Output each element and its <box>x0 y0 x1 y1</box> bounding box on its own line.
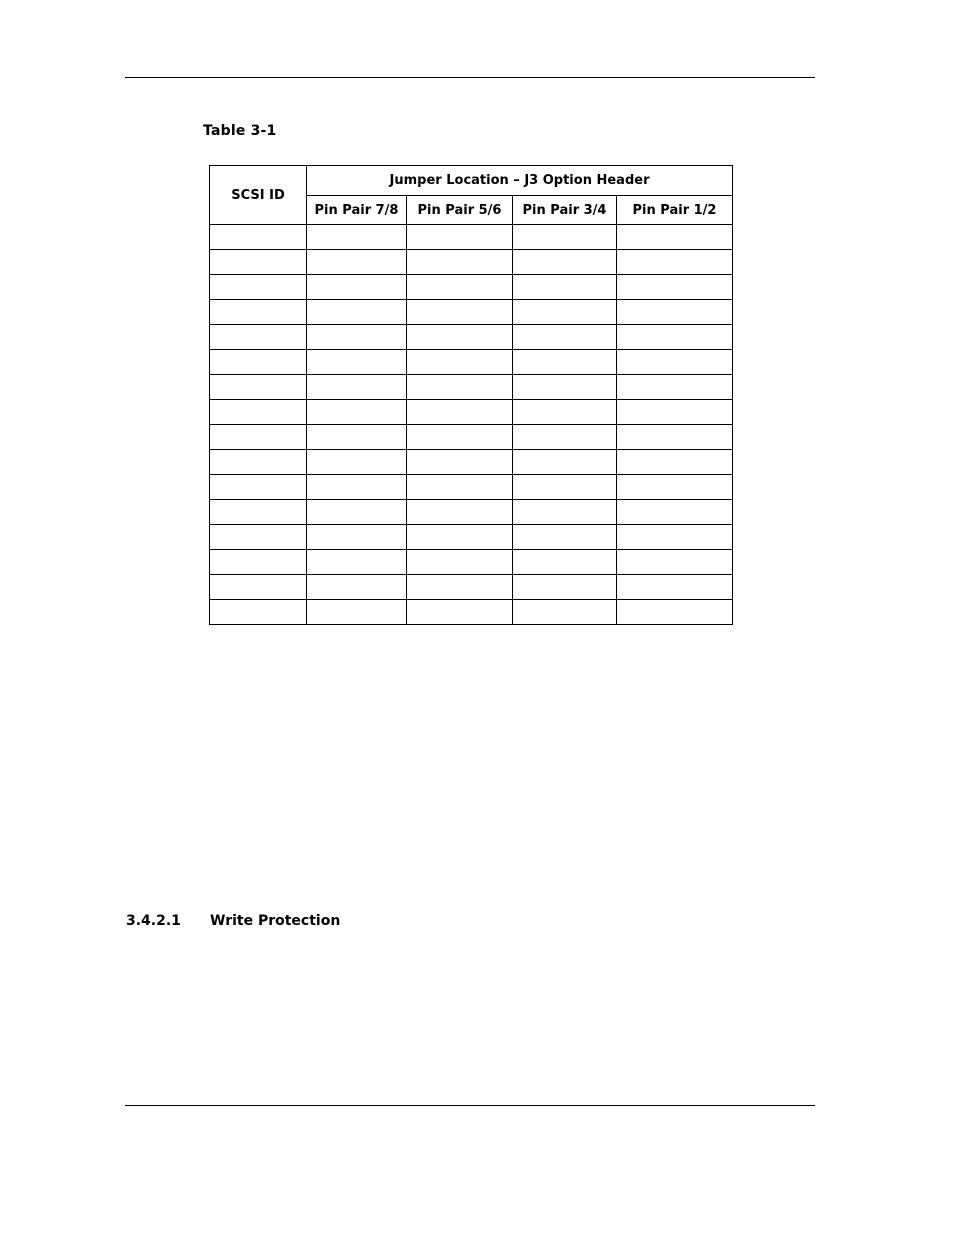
table-cell <box>307 375 407 400</box>
table-cell <box>307 350 407 375</box>
table-cell <box>513 250 617 275</box>
table-cell <box>407 400 513 425</box>
table-cell <box>407 350 513 375</box>
header-rule <box>125 77 815 78</box>
table-cell <box>617 500 733 525</box>
table-cell <box>307 600 407 625</box>
table-caption: Table 3-1 <box>203 123 277 139</box>
jumper-location-header: Jumper Location – J3 Option Header <box>307 166 733 196</box>
table-cell <box>617 400 733 425</box>
table-cell <box>307 400 407 425</box>
table-cell <box>617 375 733 400</box>
table-cell <box>513 300 617 325</box>
table-cell <box>210 525 307 550</box>
table-cell <box>513 350 617 375</box>
section-heading <box>126 913 340 929</box>
table-cell <box>513 450 617 475</box>
section-number: 3.4.2.1 <box>126 913 181 929</box>
table-cell <box>210 375 307 400</box>
table-cell <box>513 275 617 300</box>
table-cell <box>307 275 407 300</box>
table-row <box>210 475 733 500</box>
table-cell <box>210 225 307 250</box>
table-row <box>210 600 733 625</box>
table-cell <box>617 225 733 250</box>
table-cell <box>407 225 513 250</box>
table-row <box>210 525 733 550</box>
table-cell <box>513 475 617 500</box>
table-cell <box>407 600 513 625</box>
table-cell <box>513 575 617 600</box>
table-cell <box>407 575 513 600</box>
table-cell <box>407 550 513 575</box>
table-cell <box>407 325 513 350</box>
table-cell <box>513 375 617 400</box>
table-cell <box>617 275 733 300</box>
table-row <box>210 225 733 250</box>
table-row <box>210 375 733 400</box>
table-cell <box>210 575 307 600</box>
table-cell <box>210 400 307 425</box>
table-cell <box>407 375 513 400</box>
table-cell <box>210 425 307 450</box>
table-row <box>210 250 733 275</box>
table-cell <box>407 300 513 325</box>
table-cell <box>617 450 733 475</box>
table-cell <box>513 325 617 350</box>
table-cell <box>513 600 617 625</box>
table-cell <box>307 450 407 475</box>
table-cell <box>407 500 513 525</box>
table-cell <box>210 350 307 375</box>
pin-pair-1-2-header: Pin Pair 1/2 <box>617 196 733 225</box>
table-cell <box>210 450 307 475</box>
table-row <box>210 350 733 375</box>
table-cell <box>617 250 733 275</box>
table-row <box>210 425 733 450</box>
table-cell <box>407 275 513 300</box>
table-cell <box>617 325 733 350</box>
table-cell <box>307 500 407 525</box>
table-cell <box>407 475 513 500</box>
table-cell <box>617 425 733 450</box>
table-row <box>210 500 733 525</box>
table-cell <box>210 600 307 625</box>
table-cell <box>307 475 407 500</box>
table-row <box>210 400 733 425</box>
table-cell <box>617 300 733 325</box>
table-cell <box>307 425 407 450</box>
table-cell <box>307 325 407 350</box>
table-cell <box>617 550 733 575</box>
table-cell <box>407 450 513 475</box>
table-cell <box>513 500 617 525</box>
table-cell <box>210 325 307 350</box>
table-row <box>210 575 733 600</box>
table-cell <box>617 575 733 600</box>
table-row <box>210 300 733 325</box>
table-cell <box>307 550 407 575</box>
table-cell <box>307 250 407 275</box>
table-cell <box>307 575 407 600</box>
table-cell <box>617 600 733 625</box>
table-cell <box>210 275 307 300</box>
table-cell <box>307 225 407 250</box>
table-cell <box>513 425 617 450</box>
table-cell <box>210 475 307 500</box>
table-cell <box>407 250 513 275</box>
footer-rule <box>125 1105 815 1106</box>
table-cell <box>617 525 733 550</box>
table-cell <box>210 300 307 325</box>
table-row <box>210 550 733 575</box>
table-cell <box>513 525 617 550</box>
table-body <box>210 225 733 625</box>
table-cell <box>307 525 407 550</box>
table-cell <box>210 250 307 275</box>
pin-pair-3-4-header: Pin Pair 3/4 <box>513 196 617 225</box>
scsi-id-header: SCSI ID <box>210 166 307 225</box>
table-cell <box>513 400 617 425</box>
table-row <box>210 275 733 300</box>
table-row <box>210 325 733 350</box>
table-cell <box>210 500 307 525</box>
pin-pair-7-8-header: Pin Pair 7/8 <box>307 196 407 225</box>
section-title: Write Protection <box>210 913 341 929</box>
table-cell <box>513 225 617 250</box>
table-cell <box>407 525 513 550</box>
table-row <box>210 450 733 475</box>
table-cell <box>513 550 617 575</box>
table-cell <box>617 350 733 375</box>
table-cell <box>407 425 513 450</box>
jumper-table <box>209 165 733 625</box>
table-cell <box>307 300 407 325</box>
table-cell <box>210 550 307 575</box>
table-cell <box>617 475 733 500</box>
pin-pair-5-6-header: Pin Pair 5/6 <box>407 196 513 225</box>
